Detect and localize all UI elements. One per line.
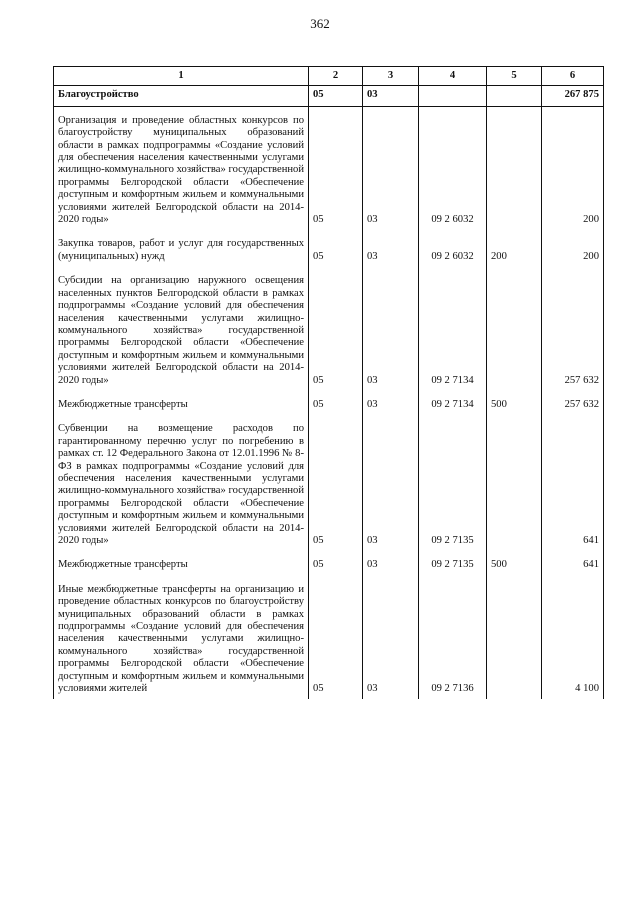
column-header: 3 xyxy=(363,67,419,86)
row-rz: 05 xyxy=(309,106,363,230)
row-expense-type xyxy=(487,576,542,700)
row-expense-type: 200 xyxy=(487,230,542,267)
row-amount: 641 xyxy=(542,551,604,575)
row-pr: 03 xyxy=(363,267,419,391)
table-row xyxy=(54,267,604,391)
section-cs xyxy=(419,86,487,106)
row-target-code: 09 2 6032 xyxy=(419,230,487,267)
column-header: 1 xyxy=(54,67,309,86)
table-row xyxy=(54,106,604,230)
row-rz: 05 xyxy=(309,391,363,415)
column-header: 6 xyxy=(542,67,604,86)
row-pr: 03 xyxy=(363,415,419,551)
section-pr: 03 xyxy=(363,86,419,106)
row-rz: 05 xyxy=(309,267,363,391)
column-header: 5 xyxy=(487,67,542,86)
row-amount: 257 632 xyxy=(542,391,604,415)
table-header-row xyxy=(54,67,604,86)
row-pr: 03 xyxy=(363,551,419,575)
section-name: Благоустройство xyxy=(54,86,309,106)
row-target-code: 09 2 7136 xyxy=(419,576,487,700)
row-expense-type xyxy=(487,415,542,551)
row-target-code: 09 2 7135 xyxy=(419,415,487,551)
table-row xyxy=(54,551,604,575)
row-pr: 03 xyxy=(363,391,419,415)
section-amount: 267 875 xyxy=(542,86,604,106)
column-header: 2 xyxy=(309,67,363,86)
row-description: Закупка товаров, работ и услуг для государственных (муниципальных) нужд xyxy=(54,230,309,267)
row-rz: 05 xyxy=(309,576,363,700)
row-description: Межбюджетные трансферты xyxy=(54,391,309,415)
table-row xyxy=(54,415,604,551)
row-description: Субвенции на возмещение расходов по гарантированному перечню услуг по погребению в рамках ст. 12 Федерального Закона от 12.01.1996 № 8-ФЗ в рамках подпрограммы «Создание условий для обеспечения населения качественными услугами жилищно-коммунального хозяйства» государственной программы Белгородской области «Обеспечение доступным и комфортным жильем и коммунальными условиями жителей Белгородской области на 2014-2020 годы» xyxy=(54,415,309,551)
row-expense-type: 500 xyxy=(487,391,542,415)
row-pr: 03 xyxy=(363,230,419,267)
section-row xyxy=(54,86,604,106)
row-pr: 03 xyxy=(363,106,419,230)
row-amount: 257 632 xyxy=(542,267,604,391)
row-expense-type xyxy=(487,106,542,230)
row-target-code: 09 2 6032 xyxy=(419,106,487,230)
row-description: Иные межбюджетные трансферты на организацию и проведение областных конкурсов по благоустройству муниципальных образований области в рамках подпрограммы «Создание условий для обеспечения населения качественными услугами жилищно-коммунального хозяйства» государственной программы Белгородской области «Обеспечение доступным и комфортным жильем и коммунальными условиями жителей xyxy=(54,576,309,700)
row-target-code: 09 2 7134 xyxy=(419,267,487,391)
row-rz: 05 xyxy=(309,415,363,551)
row-description: Организация и проведение областных конкурсов по благоустройству муниципальных образований области в рамках подпрограммы «Создание условий для обеспечения населения качественными услугами жилищно-коммунального хозяйства» государственной программы Белгородской области «Обеспечение доступным и комфортным жильем и коммунальными условиями жителей Белгородской области на 2014-2020 годы» xyxy=(54,106,309,230)
section-vr xyxy=(487,86,542,106)
row-rz: 05 xyxy=(309,551,363,575)
row-rz: 05 xyxy=(309,230,363,267)
row-amount: 641 xyxy=(542,415,604,551)
column-header: 4 xyxy=(419,67,487,86)
row-description: Межбюджетные трансферты xyxy=(54,551,309,575)
table-row xyxy=(54,230,604,267)
row-amount: 4 100 xyxy=(542,576,604,700)
row-expense-type: 500 xyxy=(487,551,542,575)
row-target-code: 09 2 7134 xyxy=(419,391,487,415)
table-row xyxy=(54,391,604,415)
row-expense-type xyxy=(487,267,542,391)
budget-table xyxy=(53,66,604,699)
row-target-code: 09 2 7135 xyxy=(419,551,487,575)
table-row xyxy=(54,576,604,700)
row-amount: 200 xyxy=(542,106,604,230)
row-description: Субсидии на организацию наружного освещения населенных пунктов Белгородской области в рамках подпрограммы «Создание условий для обеспечения населения качественными услугами жилищно-коммунального хозяйства» государственной программы Белгородской области «Обеспечение доступным и комфортным жильем и коммунальными условиями жителей Белгородской области на 2014-2020 годы» xyxy=(54,267,309,391)
page-number: 362 xyxy=(310,16,330,31)
section-rz: 05 xyxy=(309,86,363,106)
row-pr: 03 xyxy=(363,576,419,700)
row-amount: 200 xyxy=(542,230,604,267)
